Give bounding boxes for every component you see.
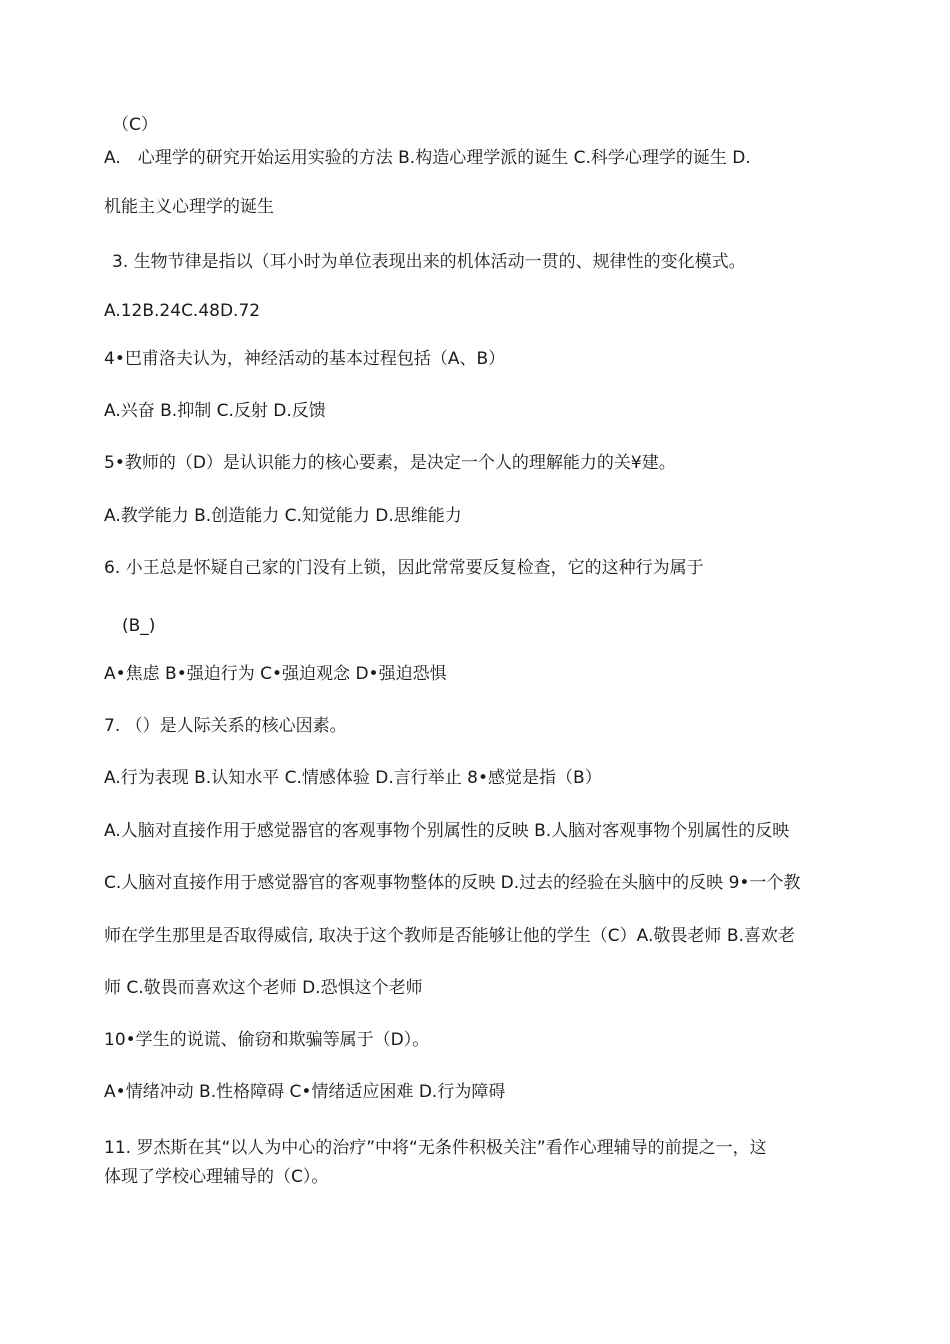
options-7-question-8: A.行为表现 B.认知水平 C.情感体验 D.言行举止 8•感觉是指（B） [104,768,602,788]
options-6: A•焦虑 B•强迫行为 C•强迫观念 D•强迫恐惧 [104,664,447,684]
options-line-2: A. 心理学的研究开始运用实验的方法 B.构造心理学派的诞生 C.科学心理学的诞生 D. [104,148,751,168]
question-5: 5•教师的（D）是认识能力的核心要素，是决定一个人的理解能力的关¥建。 [104,453,676,473]
question-11-cont: 体现了学校心理辅导的（C）。 [104,1167,329,1187]
options-10: A•情绪冲动 B.性格障碍 C•情绪适应困难 D.行为障碍 [104,1082,506,1102]
question-10: 10•学生的说谎、偷窃和欺骗等属于（D）。 [104,1030,430,1050]
question-6: 6. 小王总是怀疑自己家的门没有上锁，因此常常要反复检查，它的这种行为属于 [104,558,704,578]
question-7: 7. （）是人际关系的核心因素。 [104,716,347,736]
answer-6: (B_) [122,616,156,636]
options-8-line-2: C.人脑对直接作用于感觉器官的客观事物整体的反映 D.过去的经验在头脑中的反映 9•一个教 [104,873,801,893]
options-9: 师 C.敬畏而喜欢这个老师 D.恐惧这个老师 [104,978,423,998]
question-3: 3. 生物节律是指以（耳小时为单位表现出来的机体活动一贯的、规律性的变化模式。 [112,252,746,272]
options-3: A.12B.24C.48D.72 [104,301,261,321]
options-line-2-cont: 机能主义心理学的诞生 [104,197,274,217]
options-4: A.兴奋 B.抑制 C.反射 D.反馈 [104,401,326,421]
question-9: 师在学生那里是否取得威信, 取决于这个教师是否能够让他的学生（C）A.敬畏老师 B.喜欢老 [104,926,795,946]
question-11: 11. 罗杰斯在其“以人为中心的治疗”中将“无条件积极关注”看作心理辅导的前提之一，这 [104,1138,767,1158]
question-4: 4•巴甫洛夫认为，神经活动的基本过程包括（A、B） [104,349,506,369]
options-5: A.教学能力 B.创造能力 C.知觉能力 D.思维能力 [104,506,462,526]
answer-c-line: （C） [112,115,158,135]
options-8-line-1: A.人脑对直接作用于感觉器官的客观事物个别属性的反映 B.人脑对客观事物个别属性的反映 [104,821,790,841]
